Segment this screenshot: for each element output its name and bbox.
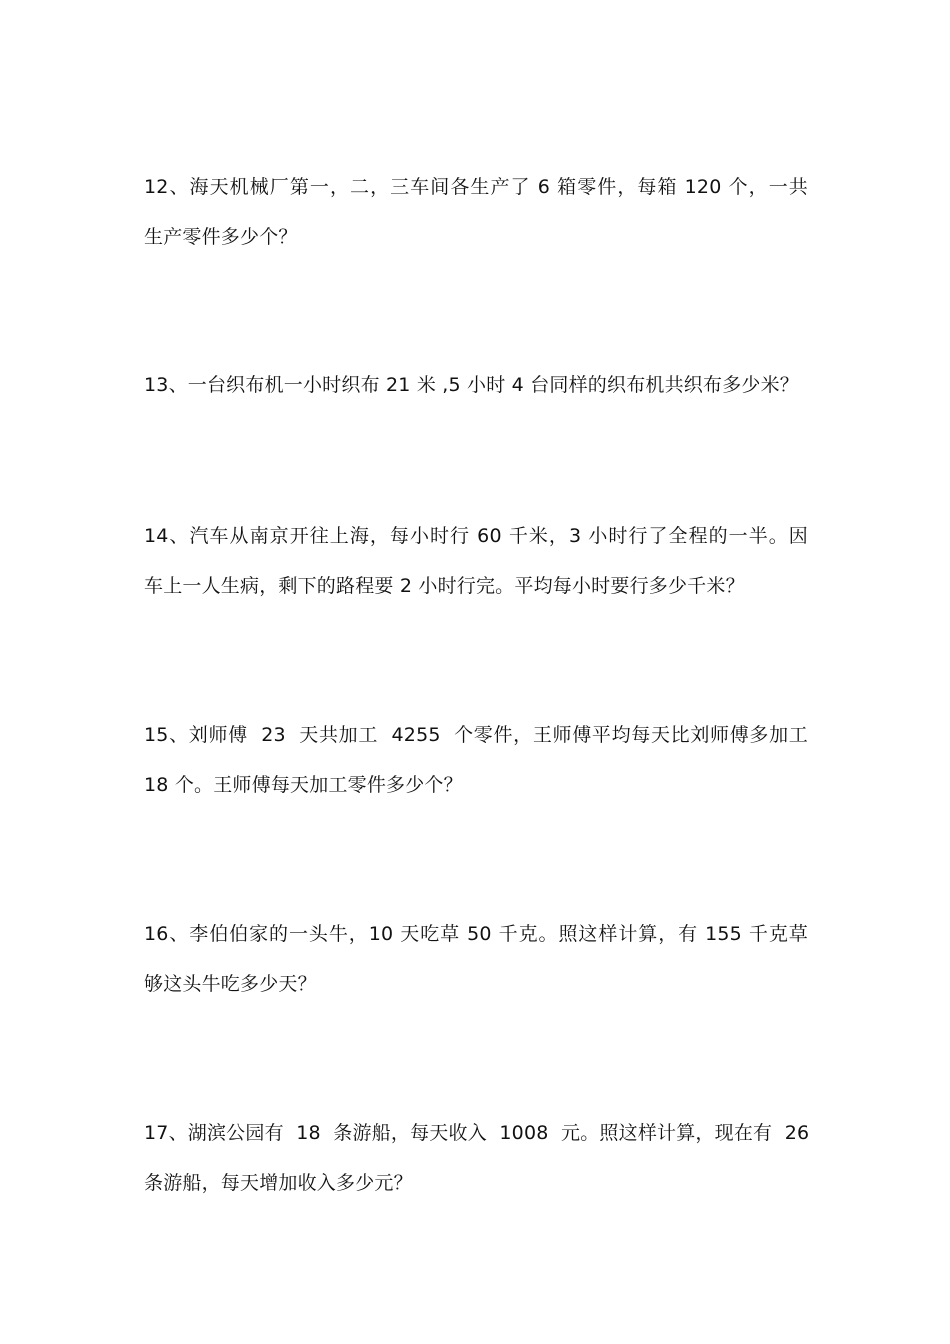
problem-15 (144, 710, 808, 810)
problem-line: 15、刘师傅 23 天共加工 4255 个零件，王师傅平均每天比刘师傅多加工 (144, 724, 808, 746)
problem-line: 13、一台织布机一小时织布 21 米 ,5 小时 4 台同样的织布机共织布多少米？ (144, 374, 800, 396)
problem-line: 车上一人生病，剩下的路程要 2 小时行完。平均每小时要行多少千米？ (144, 575, 745, 597)
problem-line: 14、汽车从南京开往上海，每小时行 60 千米，3 小时行了全程的一半。因 (144, 525, 808, 547)
problem-13 (144, 360, 808, 410)
problem-12 (144, 162, 808, 262)
problem-14 (144, 511, 808, 611)
problem-line: 12、海天机械厂第一，二，三车间各生产了 6 箱零件，每箱 120 个，一共 (144, 176, 808, 198)
problem-line: 生产零件多少个？ (144, 226, 298, 248)
problem-line: 16、李伯伯家的一头牛，10 天吃草 50 千克。照这样计算，有 155 千克草 (144, 923, 808, 945)
problem-line: 够这头牛吃多少天？ (144, 973, 317, 995)
problem-line: 18 个。王师傅每天加工零件多少个？ (144, 774, 463, 796)
problem-line: 条游船，每天增加收入多少元？ (144, 1172, 413, 1194)
problem-17 (144, 1108, 808, 1208)
problem-16 (144, 909, 808, 1009)
problem-line: 17、湖滨公园有 18 条游船，每天收入 1008 元。照这样计算，现在有 26 (144, 1122, 810, 1144)
